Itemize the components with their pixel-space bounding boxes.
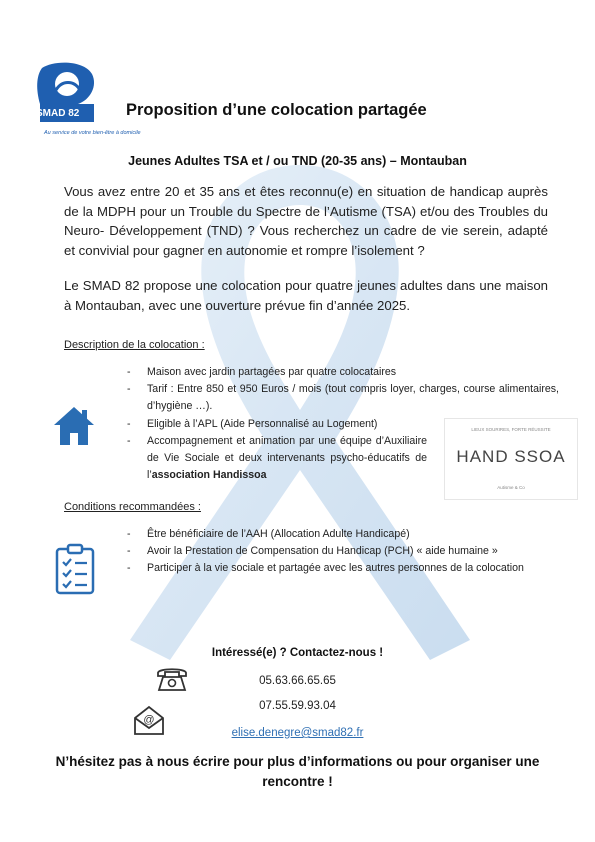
list-item: - Accompagnement et animation par une équipe d’Auxiliaire de Vie Sociale et deux intervenants psycho-éducatifs de l’association Handissoa [127, 434, 427, 482]
logo-name: SMAD 82 [36, 108, 80, 119]
logo-tagline: Au service de votre bien-être à domicile [44, 130, 141, 136]
proposal-paragraph: Le SMAD 82 propose une colocation pour quatre jeunes adultes dans une maison à Montauban, avec une ouverture prévue fin d’année 2025. [64, 278, 548, 313]
page-title: Proposition d’une colocation partagée [126, 101, 427, 119]
smad82-logo [34, 60, 104, 140]
list-item: - Participer à la vie sociale et partagée avec les autres personnes de la colocation [127, 562, 524, 575]
description-heading: Description de la colocation : [64, 339, 205, 351]
list-item: - Avoir la Prestation de Compensation du Handicap (PCH) « aide humaine » [127, 545, 498, 558]
phone-number-2: 07.55.59.93.04 [259, 700, 336, 712]
intro-paragraph: Vous avez entre 20 et 35 ans et êtes reconnu(e) en situation de handicap auprès de la MDPH pour un Trouble du Spectre de l’Autisme (TSA) et/ou des Troubles du Neuro- Développement (TND) ? Vous recherchez un cadre de vie serein, adapté et convivial pour gagner en autonomie et rompre l’isolement ? [64, 184, 548, 258]
handissoa-logo: LIEUX SOURIRES, FORTE RÉUSSITE HAND SSOA Autisme & Co [444, 418, 578, 500]
list-item: - Être bénéficiaire de l’AAH (Allocation Adulte Handicapé) [127, 528, 410, 540]
house-icon [51, 404, 97, 448]
svg-text:@: @ [143, 714, 155, 726]
conditions-list [127, 526, 559, 578]
association-name: association Handissoa [151, 469, 267, 482]
phone-number-1: 05.63.66.65.65 [259, 675, 336, 687]
checklist-icon [54, 543, 96, 595]
closing-message: N’hésitez pas à nous écrire pour plus d’informations ou pour organiser une rencontre ! [55, 754, 540, 789]
conditions-heading: Conditions recommandées : [64, 501, 201, 513]
list-item: - Maison avec jardin partagées par quatre colocataires [127, 366, 397, 378]
page-subtitle: Jeunes Adultes TSA et / ou TND (20-35 ans) – Montauban [128, 154, 467, 168]
contact-title: Intéressé(e) ? Contactez-nous ! [211, 647, 384, 659]
email-link[interactable]: elise.denegre@smad82.fr [231, 727, 364, 739]
list-item: - Tarif : Entre 850 et 950 Euros / mois (tout compris loyer, charges, course alimentaires, d’hygiène …). [127, 383, 559, 413]
list-item: - Eligible à l’APL (Aide Personnalisé au Logement) [127, 417, 378, 430]
